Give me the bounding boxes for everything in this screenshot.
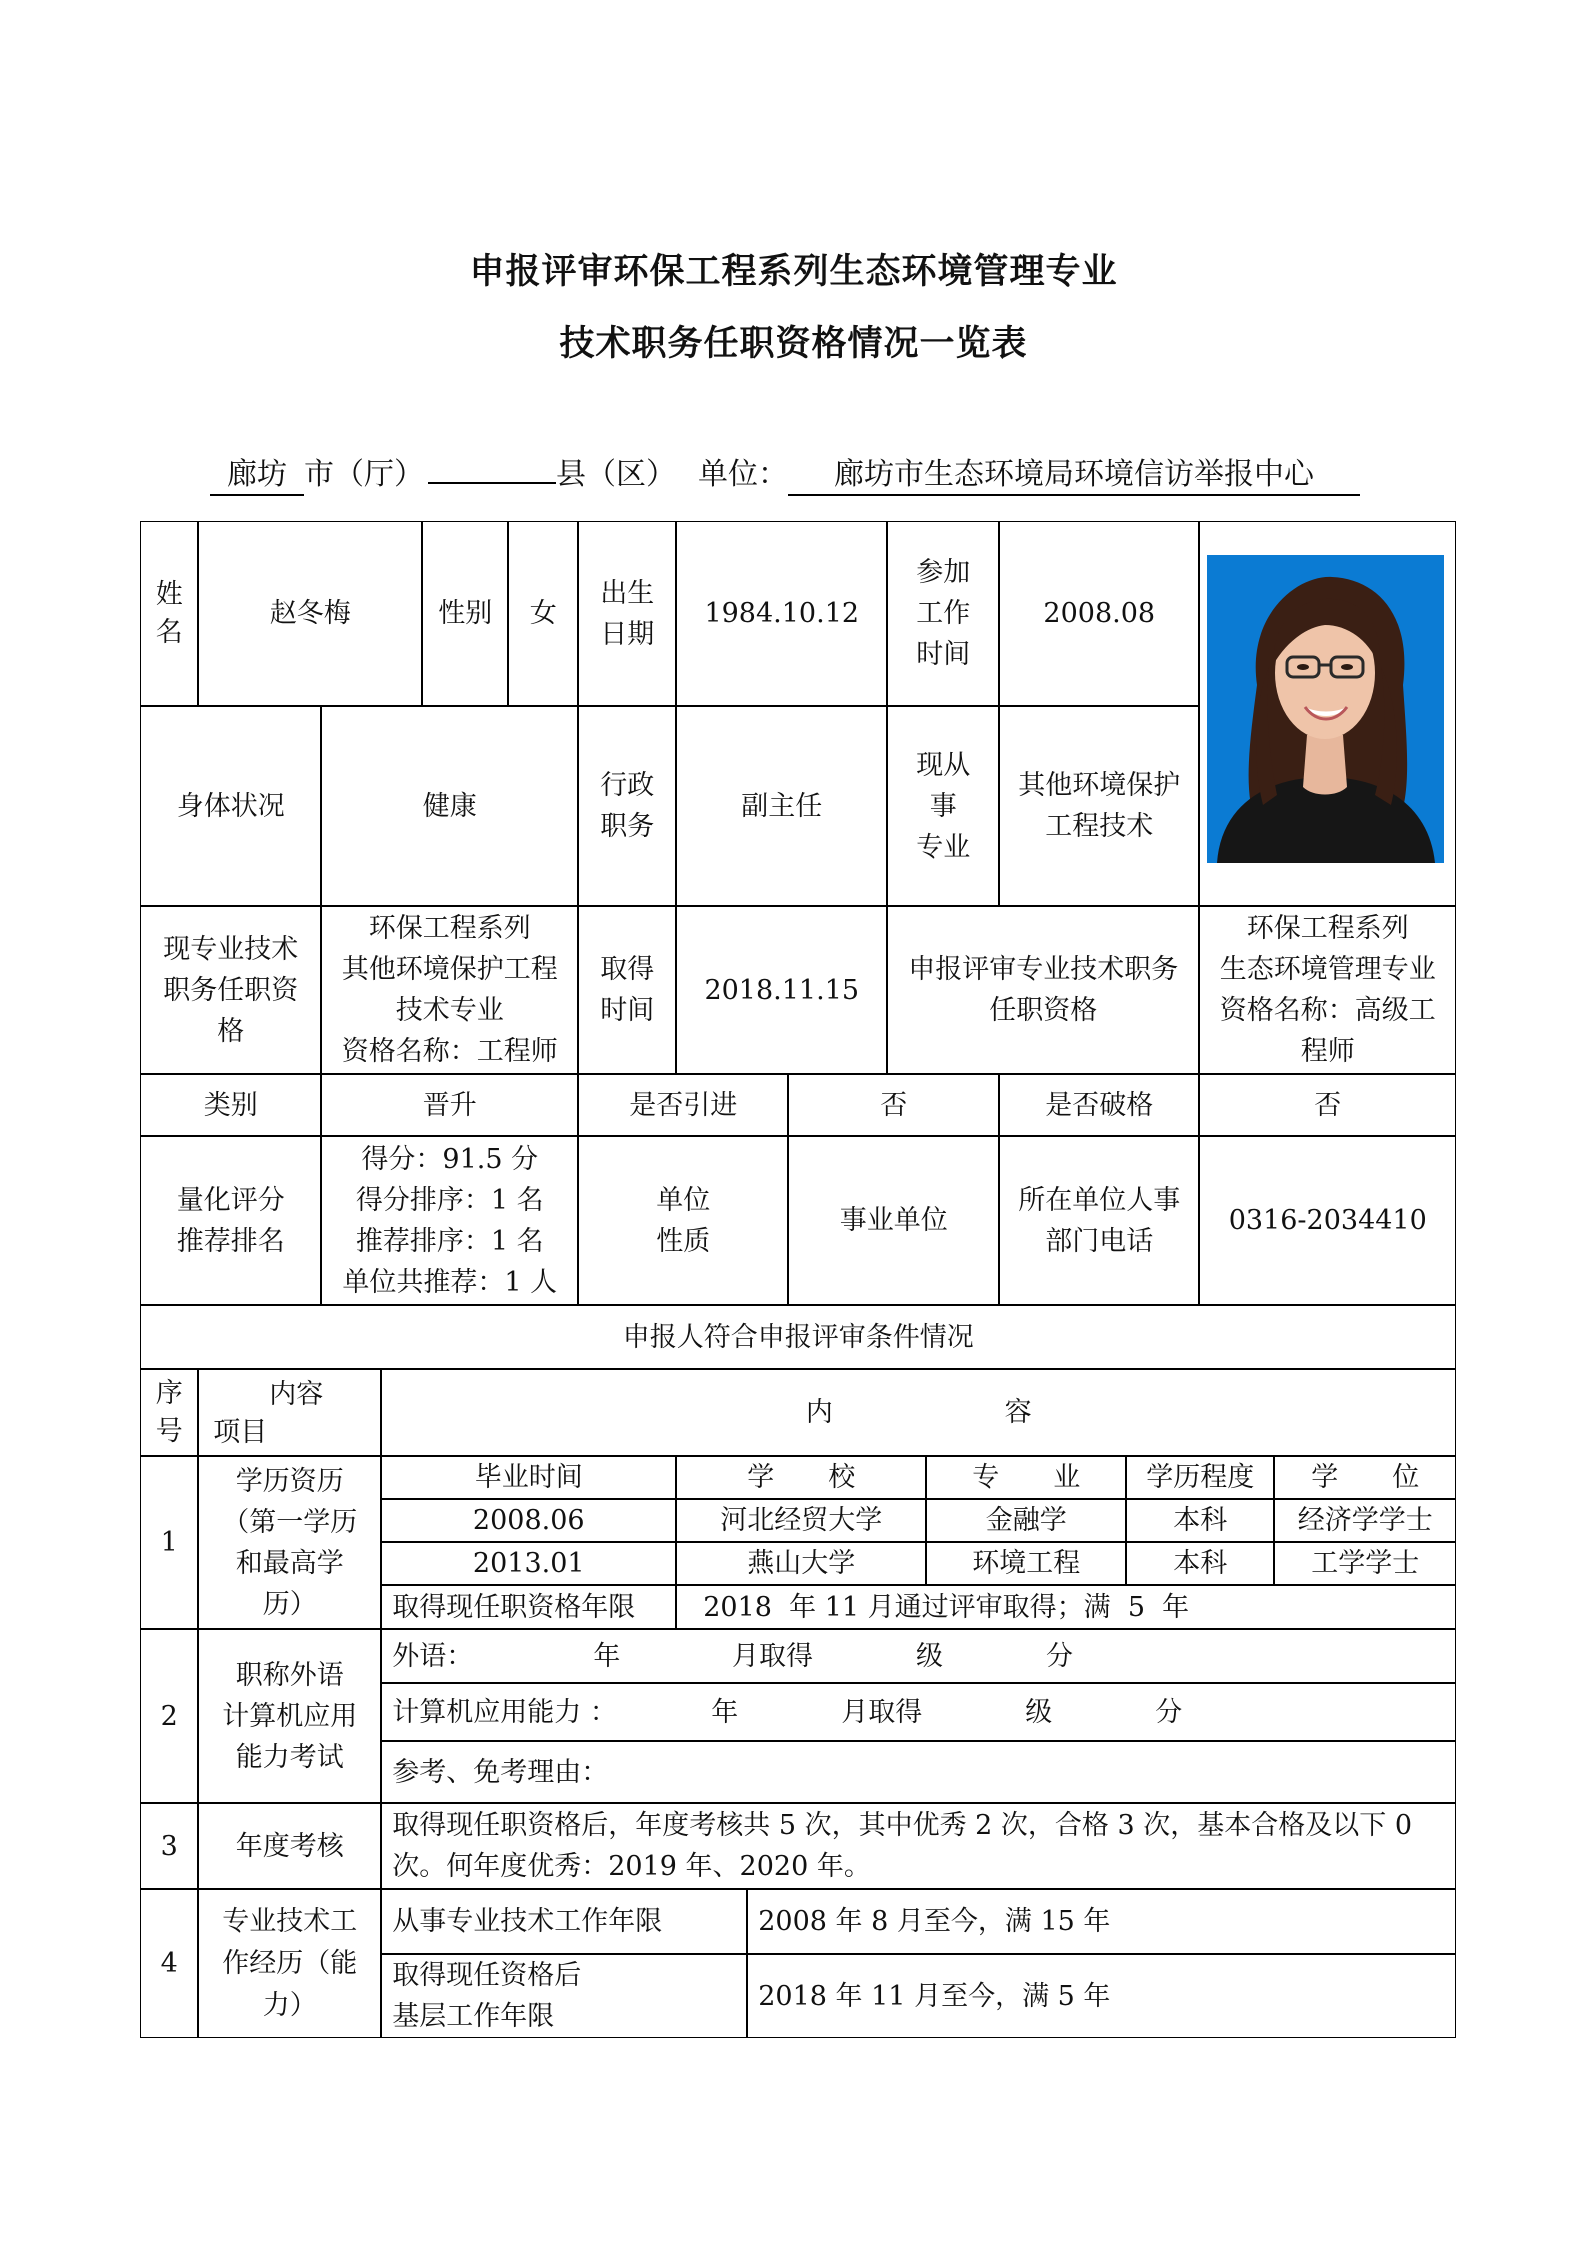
score-label: 量化评分 推荐排名 — [140, 1136, 321, 1305]
unit-nature-label: 单位 性质 — [578, 1136, 788, 1305]
edu-row-1-degree: 经济学学士 — [1274, 1499, 1456, 1542]
apply-qualification-value: 环保工程系列 生态环境管理专业 资格名称：高级工 程师 — [1199, 906, 1456, 1074]
exp-label: 专业技术工 作经历（能 力） — [198, 1889, 381, 2038]
exempt-reason-line: 参考、免考理由： — [381, 1741, 1456, 1803]
item-content-label — [198, 1369, 381, 1456]
health-value: 健康 — [321, 706, 578, 906]
content-label-top: 内容 — [269, 1379, 324, 1411]
edu-row-2-level: 本科 — [1126, 1542, 1274, 1585]
name-value: 赵冬梅 — [198, 521, 422, 706]
gender-value: 女 — [508, 521, 578, 706]
edu-row-2-major: 环境工程 — [926, 1542, 1126, 1585]
seq-label: 序 号 — [140, 1369, 198, 1456]
birth-value: 1984.10.12 — [676, 521, 887, 706]
edu-years-value: 2018 年 11 月通过评审取得；满 5 年 — [676, 1585, 1456, 1629]
content-header: 内 容 — [381, 1369, 1456, 1456]
unit-label: 单位： — [698, 457, 788, 492]
applicant-photo — [1207, 555, 1444, 863]
edu-header-major: 专 业 — [926, 1456, 1126, 1499]
page-title-line1: 申报评审环保工程系列生态环境管理专业 — [469, 252, 1118, 292]
exception-label: 是否破格 — [999, 1074, 1199, 1136]
assess-label: 年度考核 — [198, 1803, 381, 1889]
gender-label: 性别 — [422, 521, 508, 706]
exp-seq: 4 — [140, 1889, 198, 2038]
base-years-label: 取得现任资格后 基层工作年限 — [381, 1954, 747, 2038]
health-label: 身体状况 — [140, 706, 321, 906]
exp-years-label: 从事专业技术工作年限 — [381, 1889, 747, 1954]
edu-seq: 1 — [140, 1456, 198, 1629]
work-start-value: 2008.08 — [999, 521, 1199, 706]
assess-text: 取得现任职资格后，年度考核共 5 次，其中优秀 2 次，合格 3 次，基本合格及以下 0 次。何年度优秀：2019 年、2020 年。 — [381, 1803, 1456, 1889]
birth-label: 出生 日期 — [578, 521, 676, 706]
item-label-bottom: 项目 — [213, 1417, 268, 1449]
current-major-value: 其他环境保护 工程技术 — [999, 706, 1199, 906]
edu-years-label: 取得现任职资格年限 — [381, 1585, 676, 1629]
edu-header-degree: 学 位 — [1274, 1456, 1456, 1499]
foreign-language-line: 外语： 年 月取得 级 分 — [381, 1629, 1456, 1683]
hr-phone-label: 所在单位人事 部门电话 — [999, 1136, 1199, 1305]
edu-row-2-degree: 工学学士 — [1274, 1542, 1456, 1585]
portrait-illustration — [1207, 555, 1444, 863]
score-value: 得分：91.5 分 得分排序：1 名 推荐排序：1 名 单位共推荐：1 人 — [321, 1136, 578, 1305]
current-qualification-value: 环保工程系列 其他环境保护工程 技术专业 资格名称：工程师 — [321, 906, 578, 1074]
lang-label: 职称外语 计算机应用 能力考试 — [198, 1629, 381, 1803]
edu-row-1-major: 金融学 — [926, 1499, 1126, 1542]
conditions-heading: 申报人符合申报评审条件情况 — [140, 1305, 1456, 1369]
admin-post-value: 副主任 — [676, 706, 887, 906]
hr-phone-value: 0316-2034410 — [1199, 1136, 1456, 1305]
edu-row-2-time: 2013.01 — [381, 1542, 676, 1585]
lang-seq: 2 — [140, 1629, 198, 1803]
edu-row-2-school: 燕山大学 — [676, 1542, 926, 1585]
edu-header-grad-time: 毕业时间 — [381, 1456, 676, 1499]
edu-row-1-school: 河北经贸大学 — [676, 1499, 926, 1542]
introduced-label: 是否引进 — [578, 1074, 788, 1136]
current-major-label: 现从 事 专业 — [887, 706, 999, 906]
unit-value: 廊坊市生态环境局环境信访举报中心 — [788, 456, 1360, 496]
computer-skill-line: 计算机应用能力 ： 年 月取得 级 分 — [381, 1683, 1456, 1741]
edu-header-school: 学 校 — [676, 1456, 926, 1499]
work-start-label: 参加 工作 时间 — [887, 521, 999, 706]
assess-seq: 3 — [140, 1803, 198, 1889]
obtain-time-label: 取得 时间 — [578, 906, 676, 1074]
admin-post-label: 行政 职务 — [578, 706, 676, 906]
edu-header-level: 学历程度 — [1126, 1456, 1274, 1499]
edu-row-1-time: 2008.06 — [381, 1499, 676, 1542]
county-label: 县（区） — [556, 457, 676, 492]
name-label: 姓 名 — [140, 521, 198, 706]
obtain-time-value: 2018.11.15 — [676, 906, 887, 1074]
introduced-value: 否 — [788, 1074, 999, 1136]
category-value: 晋升 — [321, 1074, 578, 1136]
exp-years-value: 2008 年 8 月至今，满 15 年 — [747, 1889, 1456, 1954]
exception-value: 否 — [1199, 1074, 1456, 1136]
unit-nature-value: 事业单位 — [788, 1136, 999, 1305]
edu-label: 学历资历 （第一学历 和最高学 历） — [198, 1456, 381, 1629]
city-value: 廊坊 — [210, 456, 304, 496]
apply-qualification-label: 申报评审专业技术职务 任职资格 — [887, 906, 1199, 1074]
edu-row-1-level: 本科 — [1126, 1499, 1274, 1542]
current-qualification-label: 现专业技术 职务任职资 格 — [140, 906, 321, 1074]
category-label: 类别 — [140, 1074, 321, 1136]
base-years-value: 2018 年 11 月至今，满 5 年 — [747, 1954, 1456, 2038]
page-title-line2: 技术职务任职资格情况一览表 — [559, 324, 1028, 364]
city-label: 市（厅） — [304, 457, 424, 492]
